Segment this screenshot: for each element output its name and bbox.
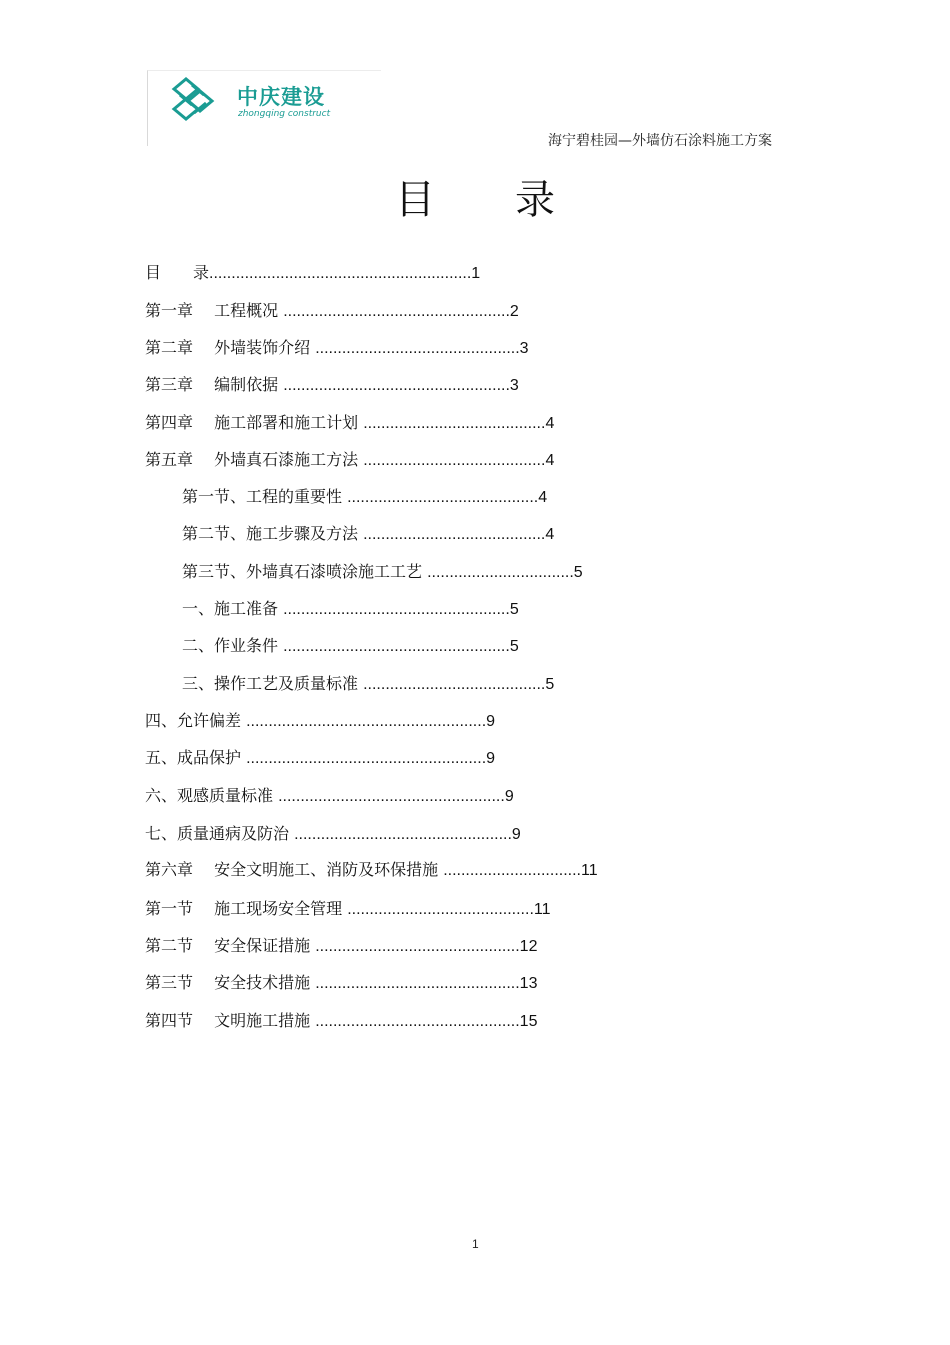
toc-entry-label: 第一节、工程的重要性 <box>182 487 348 506</box>
toc-entry-leader-dots: ................................................. <box>294 826 512 843</box>
toc-entry-leader-dots: ........................................... <box>347 489 539 506</box>
toc-entry[interactable] <box>182 635 519 658</box>
toc-entry-page-number: 9 <box>486 750 496 767</box>
toc-entry-leader-dots: ............................... <box>443 862 581 879</box>
toc-entry[interactable] <box>145 262 480 285</box>
toc-entry-label: 第四章 施工部署和施工计划 <box>145 413 364 432</box>
toc-entry-page-number: 3 <box>519 340 529 357</box>
toc-entry[interactable] <box>145 747 495 770</box>
toc-entry-page-number: 5 <box>509 638 519 655</box>
toc-entry[interactable] <box>145 935 537 958</box>
toc-entry-label: 第二章 外墙装饰介绍 <box>145 338 316 357</box>
toc-entry-leader-dots: ................................................... <box>278 788 505 805</box>
toc-entry-label: 第二节 安全保证措施 <box>145 936 316 955</box>
toc-entry-page-number: 9 <box>511 826 521 843</box>
toc-entry-leader-dots: ................................................... <box>283 303 510 320</box>
document-header-title: 海宁碧桂园—外墙仿石涂料施工方案 <box>548 133 772 149</box>
toc-entry[interactable] <box>145 374 519 397</box>
logo-chinese-name: 中庆建设 <box>237 85 325 109</box>
toc-entry-page-number: 5 <box>509 601 519 618</box>
toc-entry-label: 目 录 <box>145 263 210 282</box>
toc-entry-page-number: 11 <box>533 901 551 918</box>
toc-entry-label: 第三节 安全技术措施 <box>145 973 316 992</box>
toc-entry-label: 第三节、外墙真石漆喷涂施工工艺 <box>182 562 428 581</box>
toc-entry-label: 二、作业条件 <box>182 636 284 655</box>
toc-entry-page-number: 15 <box>519 1013 538 1030</box>
toc-entry-leader-dots: .............................................. <box>315 1013 520 1030</box>
toc-entry[interactable] <box>182 523 554 546</box>
toc-entry[interactable] <box>145 898 551 921</box>
toc-entry-page-number: 5 <box>545 676 555 693</box>
toc-entry[interactable] <box>145 710 495 733</box>
toc-entry-label: 一、施工准备 <box>182 599 284 618</box>
toc-entry-leader-dots: ......................................... <box>363 676 546 693</box>
toc-entry-leader-dots: ...................................................... <box>246 750 487 767</box>
toc-entry-label: 三、操作工艺及质量标准 <box>182 674 364 693</box>
toc-entry-label: 四、允许偏差 <box>145 711 247 730</box>
toc-entry[interactable] <box>145 337 529 360</box>
toc-entry-leader-dots: ................................................... <box>283 638 510 655</box>
toc-entry-leader-dots: ...................................................... <box>246 713 487 730</box>
toc-entry-label: 第六章 安全文明施工、消防及环保措施 <box>145 860 444 879</box>
toc-entry-leader-dots: .............................................. <box>315 938 520 955</box>
toc-entry-label: 第三章 编制依据 <box>145 375 284 394</box>
toc-entry-page-number: 4 <box>545 415 555 432</box>
toc-entry-page-number: 2 <box>509 303 519 320</box>
page-title: 目录 <box>395 177 635 223</box>
toc-entry-label: 第一章 工程概况 <box>145 301 284 320</box>
toc-entry-leader-dots: ......................................... <box>363 415 546 432</box>
toc-entry-label: 第四节 文明施工措施 <box>145 1011 316 1030</box>
toc-entry-leader-dots: ........................................................... <box>209 265 472 282</box>
logo-english-name: zhongqing construct <box>238 109 331 119</box>
toc-entry-page-number: 11 <box>581 862 598 879</box>
toc-entry-label: 七、质量通病及防治 <box>145 824 295 843</box>
toc-entry-leader-dots: ......................................... <box>363 526 546 543</box>
toc-entry[interactable] <box>182 486 547 509</box>
toc-entry-page-number: 3 <box>509 377 519 394</box>
toc-entry-label: 第五章 外墙真石漆施工方法 <box>145 450 364 469</box>
toc-entry-page-number: 4 <box>545 526 555 543</box>
toc-entry[interactable] <box>182 598 519 621</box>
toc-entry[interactable] <box>145 449 554 472</box>
toc-entry-label: 第二节、施工步骤及方法 <box>182 524 364 543</box>
page-number: 1 <box>472 1237 479 1251</box>
toc-entry[interactable] <box>145 823 521 846</box>
toc-entry-leader-dots: .......................................... <box>347 901 534 918</box>
toc-entry-label: 第一节 施工现场安全管理 <box>145 899 348 918</box>
toc-entry-page-number: 9 <box>504 788 514 805</box>
toc-entry[interactable] <box>145 859 598 882</box>
toc-entry-leader-dots: ................................. <box>427 564 574 581</box>
toc-entry-page-number: 9 <box>486 713 496 730</box>
toc-entry-page-number: 1 <box>471 265 481 282</box>
toc-entry-label: 五、成品保护 <box>145 748 247 767</box>
toc-entry-page-number: 13 <box>519 975 538 992</box>
toc-entry-page-number: 4 <box>538 489 548 506</box>
toc-entry[interactable] <box>145 300 519 323</box>
toc-entry-page-number: 5 <box>573 564 583 581</box>
toc-entry-leader-dots: .............................................. <box>315 340 520 357</box>
toc-entry-label: 六、观感质量标准 <box>145 786 279 805</box>
toc-entry[interactable] <box>145 412 554 435</box>
toc-entry-leader-dots: ................................................... <box>283 377 510 394</box>
toc-entry[interactable] <box>145 1010 537 1033</box>
toc-entry-leader-dots: ......................................... <box>363 452 546 469</box>
toc-entry-leader-dots: ................................................... <box>283 601 510 618</box>
toc-entry[interactable] <box>145 785 514 808</box>
toc-entry[interactable] <box>182 561 583 584</box>
toc-entry-page-number: 4 <box>545 452 555 469</box>
toc-entry-leader-dots: .............................................. <box>315 975 520 992</box>
toc-entry[interactable] <box>182 673 554 696</box>
toc-entry-page-number: 12 <box>519 938 538 955</box>
toc-entry[interactable] <box>145 972 537 995</box>
